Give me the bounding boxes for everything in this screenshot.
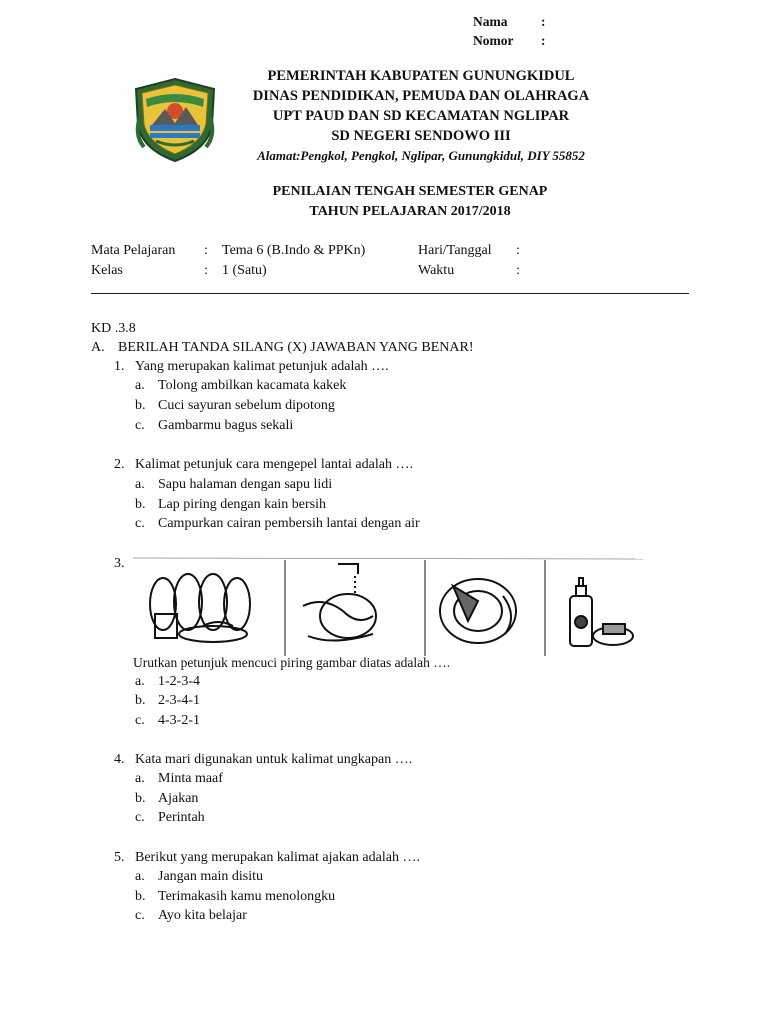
q1-option-b[interactable]: Cuci sayuran sebelum dipotong	[158, 398, 335, 413]
wiping-plate-picture	[425, 560, 516, 656]
class-value: 1 (Satu)	[222, 263, 267, 278]
washing-hands-picture	[285, 560, 376, 656]
q1-text: Yang merupakan kalimat petunjuk adalah ….	[135, 359, 389, 374]
q4-option-letter[interactable]: c.	[135, 810, 145, 825]
q2-option-c[interactable]: Campurkan cairan pembersih lantai dengan air	[158, 516, 420, 531]
q5-option-letter[interactable]: c.	[135, 908, 145, 923]
q1-number: 1.	[114, 359, 125, 374]
time-label: Waktu	[418, 263, 455, 278]
q4-option-letter[interactable]: a.	[135, 771, 145, 786]
q2-option-letter[interactable]: c.	[135, 516, 145, 531]
exam-title: PENILAIAN TENGAH SEMESTER GENAP	[272, 184, 548, 199]
subject-label: Mata Pelajaran	[91, 243, 176, 258]
q3-option-letter[interactable]: c.	[135, 713, 145, 728]
q2-option-letter[interactable]: a.	[135, 477, 145, 492]
header-department: DINAS PENDIDIKAN, PEMUDA DAN OLAHRAGA	[252, 88, 590, 104]
q4-option-b[interactable]: Ajakan	[158, 791, 199, 806]
q5-option-b[interactable]: Terimakasih kamu menolongku	[158, 889, 336, 904]
q5-option-letter[interactable]: a.	[135, 869, 145, 884]
nomor-label: Nomor	[473, 33, 514, 48]
q4-text: Kata mari digunakan untuk kalimat ungkapan ….	[135, 752, 413, 767]
q3-option-letter[interactable]: a.	[135, 674, 145, 689]
class-colon: :	[204, 263, 208, 278]
q3-option-c[interactable]: 4-3-2-1	[158, 713, 200, 728]
dish-rack-picture	[150, 574, 250, 642]
header-upt: UPT PAUD DAN SD KECAMATAN NGLIPAR	[272, 108, 570, 124]
nama-colon: :	[541, 14, 546, 29]
q3-text: Urutkan petunjuk mencuci piring gambar diatas adalah ….	[133, 655, 451, 670]
q3-number: 3.	[114, 556, 125, 571]
soap-and-sponge-picture	[545, 560, 633, 656]
q5-number: 5.	[114, 850, 125, 865]
q4-number: 4.	[114, 752, 125, 767]
nomor-colon: :	[541, 33, 546, 48]
class-label: Kelas	[91, 263, 123, 278]
q2-option-a[interactable]: Sapu halaman dengan sapu lidi	[158, 477, 333, 492]
q1-option-c[interactable]: Gambarmu bagus sekali	[158, 418, 294, 433]
exam-year: TAHUN PELAJARAN 2017/2018	[309, 204, 511, 219]
q5-option-a[interactable]: Jangan main disitu	[158, 869, 263, 884]
time-colon: :	[516, 263, 520, 278]
q1-option-letter[interactable]: a.	[135, 378, 145, 393]
day-label: Hari/Tanggal	[418, 243, 492, 258]
header-divider	[91, 293, 689, 294]
q5-option-c[interactable]: Ayo kita belajar	[158, 908, 247, 923]
subject-colon: :	[204, 243, 208, 258]
q3-option-a[interactable]: 1-2-3-4	[158, 674, 200, 689]
nama-label: Nama	[473, 14, 508, 29]
q2-text: Kalimat petunjuk cara mengepel lantai adalah ….	[135, 457, 413, 472]
school-address: Alamat:Pengkol, Pengkol, Nglipar, Gunungkidul, DIY 55852	[257, 148, 585, 163]
q1-option-letter[interactable]: b.	[135, 398, 146, 413]
q2-option-letter[interactable]: b.	[135, 497, 146, 512]
q3-option-b[interactable]: 2-3-4-1	[158, 693, 200, 708]
section-letter: A.	[91, 340, 105, 355]
subject-value: Tema 6 (B.Indo & PPKn)	[222, 243, 366, 258]
q2-number: 2.	[114, 457, 125, 472]
q4-option-letter[interactable]: b.	[135, 791, 146, 806]
q2-option-b[interactable]: Lap piring dengan kain bersih	[158, 497, 326, 512]
section-title: BERILAH TANDA SILANG (X) JAWABAN YANG BENAR!	[118, 340, 474, 355]
q1-option-letter[interactable]: c.	[135, 418, 145, 433]
q3-option-letter[interactable]: b.	[135, 693, 146, 708]
q5-option-letter[interactable]: b.	[135, 889, 146, 904]
kd-label: KD .3.8	[91, 321, 136, 336]
q4-option-c[interactable]: Perintah	[158, 810, 205, 825]
q5-text: Berikut yang merupakan kalimat ajakan adalah ….	[135, 850, 420, 865]
q1-option-a[interactable]: Tolong ambilkan kacamata kakek	[158, 378, 347, 393]
header-school: SD NEGERI SENDOWO III	[331, 128, 511, 144]
day-colon: :	[516, 243, 520, 258]
q4-option-a[interactable]: Minta maaf	[158, 771, 223, 786]
regency-emblem-logo	[130, 75, 220, 163]
header-government: PEMERINTAH KABUPATEN GUNUNGKIDUL	[267, 68, 575, 84]
dishwashing-steps-illustration	[133, 556, 645, 658]
